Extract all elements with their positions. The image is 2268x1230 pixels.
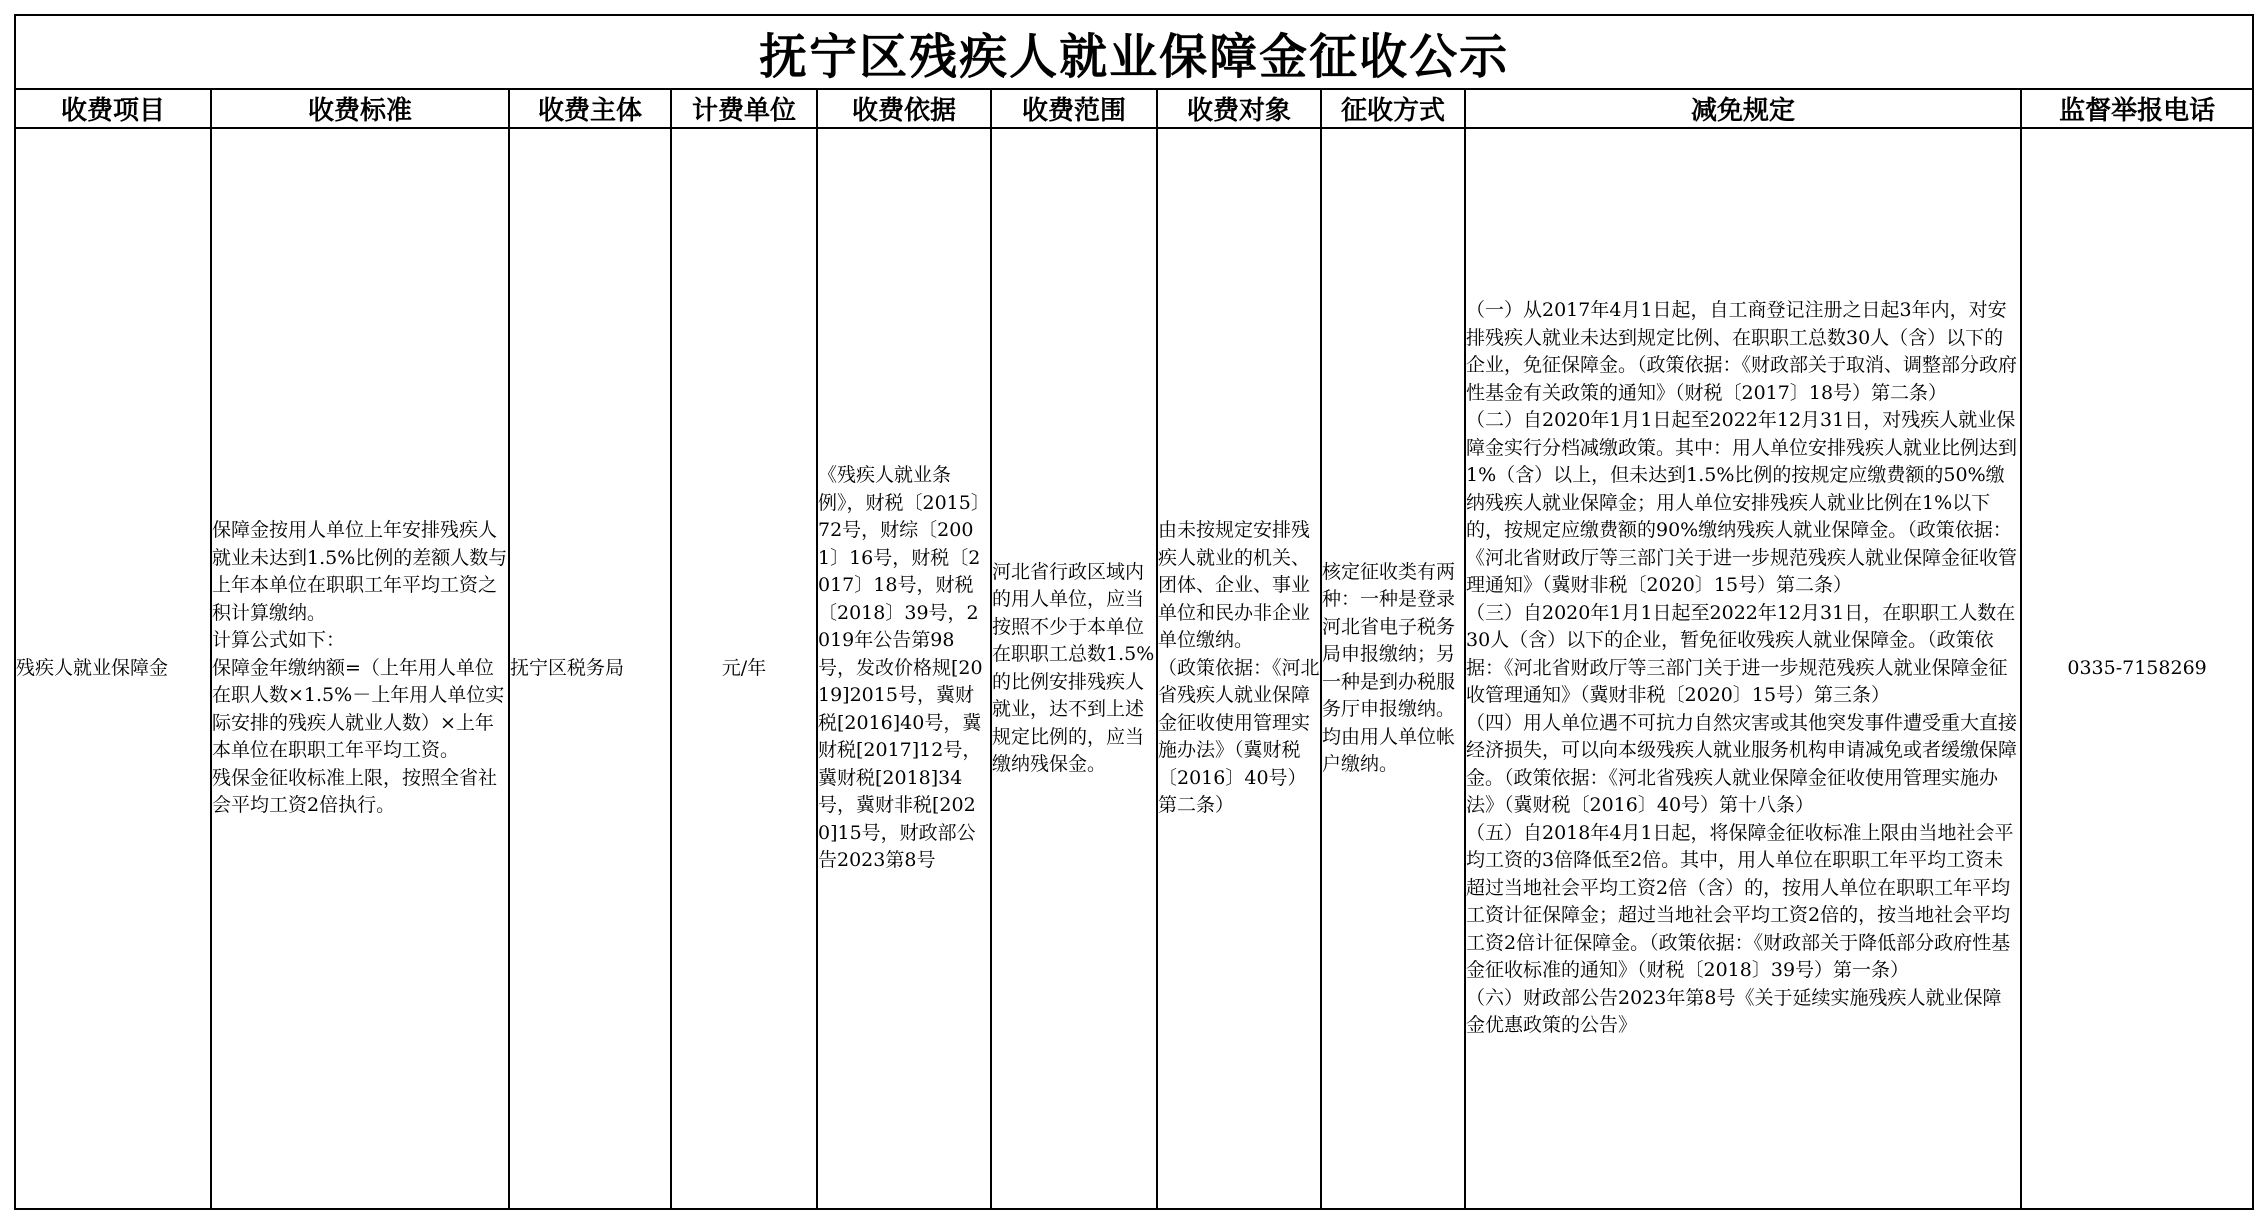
header-row [15,89,2253,128]
fee-basis-cell: 《残疾人就业条例》，财税〔2015〕72号，财综〔2001〕16号，财税〔2017〕18号，财税〔2018〕39号，2019年公告第98号，发改价格规[2019]2015号，冀财税[2016]40号，冀财税[2017]12号，冀财税[2018]34号，冀财非税[2020]15号，财政部公告2023第8号 [817,128,991,1209]
header-fee-subject: 收费主体 [509,89,671,128]
header-report-phone: 监督举报电话 [2021,89,2253,128]
fee-target-cell [1157,128,1321,1209]
fee-item-cell: 残疾人就业保障金 [15,128,211,1209]
header-fee-target: 收费对象 [1157,89,1321,128]
target-paragraph: 由未按规定安排残疾人就业的机关、团体、企业、事业单位和民办非企业单位缴纳。 [1158,519,1311,652]
fee-standard-cell [211,128,509,1209]
collection-method-cell: 核定征收类有两种：一种是登录河北省电子税务局申报缴纳；另一种是到办税服务厅申报缴纳。均由用人单位帐户缴纳。 [1321,128,1465,1209]
exemption-rules-cell [1465,128,2021,1209]
header-fee-item: 收费项目 [15,89,211,128]
header-fee-scope: 收费范围 [991,89,1157,128]
standard-paragraph: 计算公式如下： [212,629,346,652]
header-fee-standard: 收费标准 [211,89,509,128]
fee-subject-cell: 抚宁区税务局 [509,128,671,1209]
page-title: 抚宁区残疾人就业保障金征收公示 [15,15,2253,89]
exemption-paragraph: （六）财政部公告2023年第8号《关于延续实施残疾人就业保障金优惠政策的公告》 [1466,986,2002,1037]
header-exemption-rules: 减免规定 [1465,89,2021,128]
fee-scope-cell: 河北省行政区域内的用人单位，应当按照不少于本单位在职职工总数1.5%的比例安排残疾人就业，达不到上述规定比例的，应当缴纳残保金。 [991,128,1157,1209]
exemption-paragraph: （一）从2017年4月1日起，自工商登记注册之日起3年内，对安排残疾人就业未达到规定比例、在职职工总数30人（含）以下的企业，免征保障金。（政策依据：《财政部关于取消、调整部分政府性基金有关政策的通知》（财税〔2017〕18号）第二条） [1466,299,2018,404]
exemption-paragraph: （三）自2020年1月1日起至2022年12月31日，在职职工人数在30人（含）以下的企业，暂免征收残疾人就业保障金。（政策依据：《河北省财政厅等三部门关于进一步规范残疾人就业保障金征收管理通知》（冀财非税〔2020〕15号）第三条） [1466,601,2016,707]
exemption-paragraph: （四）用人单位遇不可抗力自然灾害或其他突发事件遭受重大直接经济损失，可以向本级残疾人就业服务机构申请减免或者缓缴保障金。（政策依据：《河北省残疾人就业保障金征收使用管理实施办法》（冀财税〔2016〕40号）第十八条） [1466,711,2018,817]
target-paragraph: （政策依据：《河北省残疾人就业保障金征收使用管理实施办法》（冀财税〔2016〕40号）第二条） [1158,656,1320,817]
header-billing-unit: 计费单位 [671,89,817,128]
report-phone-cell: 0335-7158269 [2021,128,2253,1209]
notice-sheet [14,14,2252,1210]
standard-paragraph: 保障金按用人单位上年安排残疾人就业未达到1.5%比例的差额人数与上年本单位在职职工年平均工资之积计算缴纳。 [212,519,508,624]
header-collection-method: 征收方式 [1321,89,1465,128]
billing-unit-cell: 元/年 [671,128,817,1209]
standard-paragraph: 残保金征收标准上限，按照全省社会平均工资2倍执行。 [212,766,498,817]
header-fee-basis: 收费依据 [817,89,991,128]
table-row [15,128,2253,1209]
fee-notice-table [14,14,2254,1210]
standard-paragraph: 保障金年缴纳额=（上年用人单位在职人数×1.5%－上年用人单位实际安排的残疾人就业人数）×上年本单位在职职工年平均工资。 [212,656,505,762]
exemption-paragraph: （五）自2018年4月1日起，将保障金征收标准上限由当地社会平均工资的3倍降低至2倍。其中，用人单位在职职工年平均工资未超过当地社会平均工资2倍（含）的，按用人单位在职职工年平均工资计征保障金；超过当地社会平均工资2倍的，按当地社会平均工资2倍计征保障金。（政策依据：《财政部关于降低部分政府性基金征收标准的通知》（财税〔2018〕39号）第一条） [1466,821,2014,982]
exemption-paragraph: （二）自2020年1月1日起至2022年12月31日，对残疾人就业保障金实行分档减缴政策。其中：用人单位安排残疾人就业比例达到1%（含）以上，但未达到1.5%比例的按规定应缴费额的50%缴纳残疾人就业保障金；用人单位安排残疾人就业比例在1%以下的，按规定应缴费额的90%缴纳残疾人就业保障金。（政策依据：《河北省财政厅等三部门关于进一步规范残疾人就业保障金征收管理通知》（冀财非税〔2020〕15号）第二条） [1466,409,2018,597]
